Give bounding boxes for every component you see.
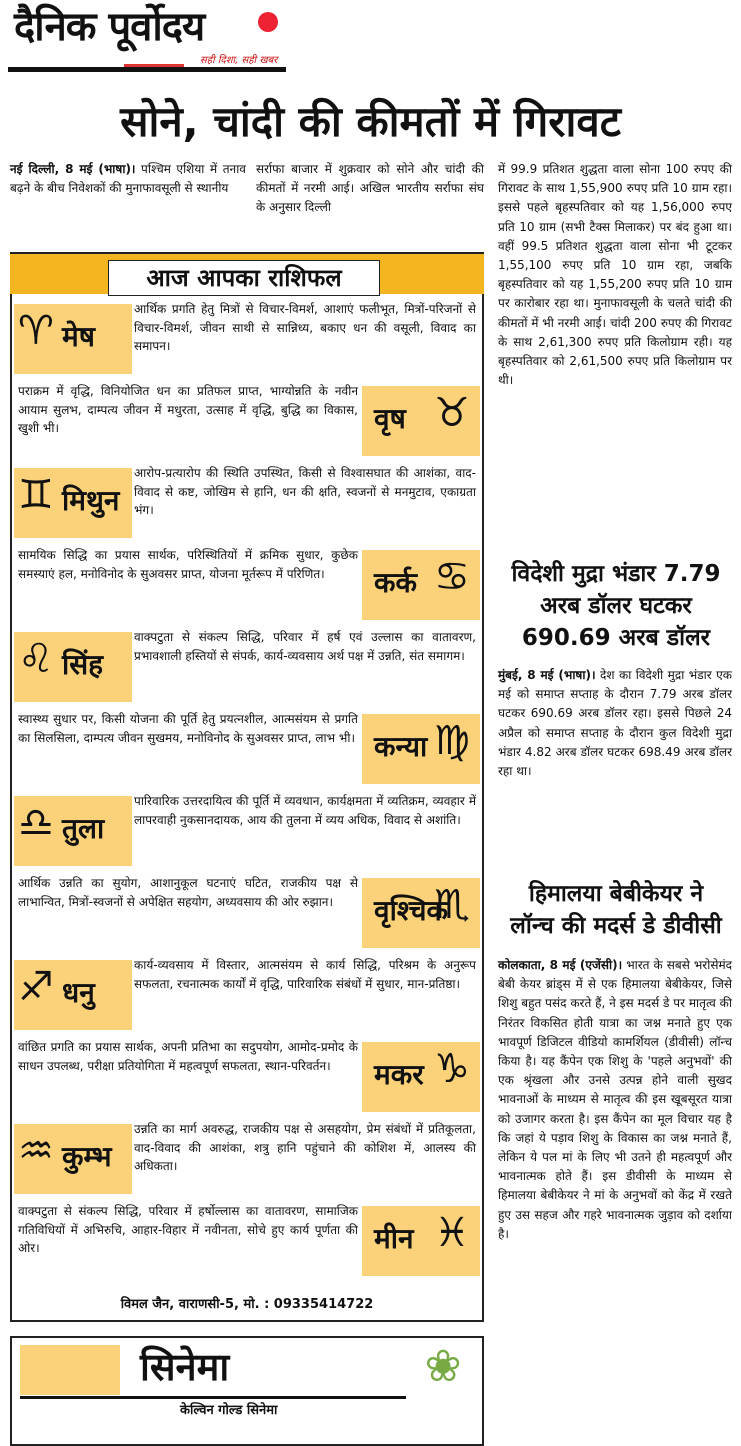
ram-icon: ♈ bbox=[18, 308, 54, 354]
fish-icon: ♓ bbox=[434, 1210, 470, 1256]
rashi-name: धनु bbox=[62, 976, 95, 1009]
rashi-row bbox=[14, 1118, 480, 1199]
rashi-name: तुला bbox=[62, 812, 105, 845]
cinema-accent bbox=[20, 1345, 120, 1395]
forex-headline bbox=[494, 558, 738, 654]
cinema-subtitle: केल्विन गोल्ड सिनेमा bbox=[180, 1403, 278, 1418]
rashi-prediction: सामयिक सिद्धि का प्रयास सार्थक, परिस्थितियों में क्रमिक सुधार, कुछेक समस्याएं हल, मनोविनोद के सुअवसर प्राप्त, योजना मूर्तरूप में परिणित। bbox=[18, 548, 358, 581]
rashi-row bbox=[14, 544, 480, 625]
rashi-name: कन्या bbox=[374, 730, 428, 763]
rashi-name: मकर bbox=[374, 1058, 424, 1091]
rashi-prediction: आरोप-प्रत्यारोप की स्थिति उपस्थित, किसी से विश्वासघात की आशंका, वाद-विवाद से कष्ट, जोखिम से हानि, धन की क्षति, स्वजनों से मनमुटाव, एकाग्रता भंग। bbox=[134, 466, 476, 517]
lion-icon: ♌ bbox=[18, 636, 54, 682]
rashi-name: कर्क bbox=[374, 566, 418, 599]
forex-headline-line2: अरब डॉलर घटकर bbox=[540, 593, 692, 619]
masthead-title: दैनिक पूर्वोदय bbox=[14, 3, 205, 50]
himalaya-dateline: कोलकाता, 8 मई (एजेंसी)। bbox=[498, 958, 623, 972]
rashi-row bbox=[14, 1200, 480, 1281]
gold-story-col1 bbox=[10, 160, 246, 198]
rashi-prediction: वाक्पटुता से संकल्प सिद्धि, परिवार में हर्ष एवं उल्लास का वातावरण, प्रभावशाली हस्तियों से संपर्क, कार्य-व्यवसाय अर्थ पक्ष में उन्नति, संत समागम। bbox=[134, 630, 476, 663]
rashi-row bbox=[14, 380, 480, 461]
rashi-prediction: वांछित प्रगति का प्रयास सार्थक, अपनी प्रतिभा का सदुपयोग, आमोद-प्रमोद के साधन उपलब्ध, परीक्षा प्रतियोगिता में महत्वपूर्ण सफलता, स्थान-परिवर्तन। bbox=[18, 1040, 358, 1073]
twins-icon: ♊ bbox=[18, 472, 54, 518]
rashi-row bbox=[14, 872, 480, 953]
archer-icon: ♐ bbox=[18, 964, 54, 1010]
rashi-prediction: वाक्पटुता से संकल्प सिद्धि, परिवार में हर्षोल्लास का वातावरण, सामाजिक गतिविधियों में अभिरुचि, आहार-विहार में नवीनता, सोचे हुए कार्य पूर्णता की ओर। bbox=[18, 1204, 358, 1255]
rashi-name: मेष bbox=[62, 320, 95, 353]
forex-text: देश का विदेशी मुद्रा भंडार एक मई को समाप्त सप्ताह के दौरान 7.79 अरब डॉलर घटकर 690.69 अरब डॉलर रहा। इससे पिछले 24 अप्रैल को समाप्त सप्ताह के दौरान कुल विदेशी मुद्रा भंडार 4.82 अरब डॉलर घटकर 698.49 अरब डॉलर रहा था। bbox=[498, 668, 732, 779]
rashi-row bbox=[14, 790, 480, 871]
rashi-row bbox=[14, 954, 480, 1035]
rashi-name: वृश्चिक bbox=[374, 894, 449, 927]
rashi-name: कुम्भ bbox=[62, 1140, 112, 1173]
water-bearer-icon: ♒ bbox=[18, 1128, 54, 1174]
gold-story-col3: में 99.9 प्रतिशत शुद्धता वाला सोना 100 रुपए की गिरावट के साथ 1,55,900 रुपए प्रति 10 ग्राम रहा। इससे पहले बृहस्पतिवार को यह 1,56,000 रुपए प्रति 10 ग्राम (सभी टैक्स मिलाकर) पर बंद हुआ था। वहीं 99.5 प्रतिशत शुद्धता वाला सोना भी टूटकर 1,55,100 रुपए प्रति 10 ग्राम रहा, जबकि बृहस्पतिवार को यह 1,55,200 रुपए प्रति 10 ग्राम पर कारोबार रहा था। मुनाफावसूली के चलते चांदी की कीमतों में भी नरमी आई। चांदी 200 रुपए की गिरावट के साथ 2,61,300 रुपए प्रति किलोग्राम रही। यह बृहस्पतिवार को 2,61,500 रुपए प्रति किलोग्राम पर थी। bbox=[498, 162, 732, 388]
himalaya-body bbox=[498, 956, 732, 1244]
goat-icon: ♑ bbox=[434, 1046, 470, 1092]
rashi-prediction: आर्थिक प्रगति हेतु मित्रों से विचार-विमर्श, आशाएं फलीभूत, मित्रों-परिजनों से विचार-विमर्श, जीवन साथी से सान्निध्य, बकाए धन की वसूली, विवाद का समापन। bbox=[134, 302, 476, 353]
bull-icon: ♉ bbox=[434, 390, 470, 436]
rashi-name: मीन bbox=[374, 1222, 414, 1255]
himalaya-headline bbox=[494, 878, 738, 942]
crab-icon: ♋ bbox=[434, 554, 470, 600]
gold-col1-text: पश्चिम एशिया में तनाव बढ़ने के बीच निवेशकों की मुनाफावसूली से स्थानीय bbox=[10, 162, 246, 196]
forex-headline-line1: विदेशी मुद्रा भंडार 7.79 bbox=[511, 561, 721, 587]
rashi-prediction: कार्य-व्यवसाय में विस्तार, आत्मसंयम से कार्य सिद्धि, परिश्रम के अनुरूप सफलता, रचनात्मक कार्यों में वृद्धि, पारिवारिक संबंधों में सुधार, मान-प्रतिष्ठा। bbox=[134, 958, 476, 991]
rashi-row bbox=[14, 1036, 480, 1117]
maiden-icon: ♍ bbox=[434, 718, 470, 764]
rashifal-footer: विमल जैन, वाराणसी-5, मो. : 09335414722 bbox=[120, 1297, 374, 1312]
forex-headline-line3: 690.69 अरब डॉलर bbox=[521, 625, 711, 651]
cinema-flower-icon: ❀ bbox=[424, 1341, 462, 1392]
masthead-logo-dot bbox=[258, 12, 278, 32]
masthead-tagline: सही दिशा, सही खबर bbox=[200, 55, 278, 66]
gold-story-col2: सर्राफा बाजार में शुक्रवार को सोने और चांदी की कीमतों में नरमी आई। अखिल भारतीय सर्राफा संघ के अनुसार दिल्ली bbox=[256, 162, 484, 215]
rashi-row bbox=[14, 462, 480, 543]
scorpion-icon: ♏ bbox=[434, 882, 470, 928]
rashi-row bbox=[14, 626, 480, 707]
rashi-row bbox=[14, 298, 480, 379]
rashi-name: सिंह bbox=[62, 648, 104, 681]
forex-body bbox=[498, 666, 732, 781]
rashi-prediction: आर्थिक उन्नति का सुयोग, आशानुकूल घटनाएं घटित, राजकीय पक्ष से लाभान्वित, मित्रों-स्वजनों से अपेक्षित सहयोग, अध्यवसाय की ओर रुझान। bbox=[18, 876, 358, 909]
himalaya-headline-line2: लॉन्च की मदर्स डे डीवीसी bbox=[510, 913, 722, 939]
himalaya-headline-line1: हिमालया बेबीकेयर ने bbox=[528, 881, 704, 907]
scales-icon: ♎ bbox=[18, 800, 54, 846]
rashi-name: वृष bbox=[374, 402, 406, 435]
rashi-prediction: पारिवारिक उत्तरदायित्व की पूर्ति में व्यवधान, कार्यक्षमता में व्यतिक्रम, व्यवहार में लापरवाही नुकसानदायक, आय की तुलना में व्यय अधिक, विवाद से अशांति। bbox=[134, 794, 476, 827]
rashi-prediction: उन्नति का मार्ग अवरुद्ध, राजकीय पक्ष से असहयोग, प्रेम संबंधों में प्रतिकूलता, वाद-विवाद की आशंका, शत्रु हानि पहुंचाने की कोशिश में, आलस्य की अधिकता। bbox=[134, 1122, 476, 1173]
rashi-row bbox=[14, 708, 480, 789]
cinema-title: सिनेमा bbox=[140, 1345, 230, 1389]
forex-dateline: मुंबई, 8 मई (भाषा)। bbox=[498, 668, 596, 682]
main-headline: सोने, चांदी की कीमतों में गिरावट bbox=[120, 97, 621, 146]
rashi-prediction: स्वास्थ्य सुधार पर, किसी योजना की पूर्ति हेतु प्रयत्नशील, आत्मसंयम से प्रगति का सिलसिला, दाम्पत्य जीवन सुखमय, मनोविनोद के सुअवसर प्राप्त, लाभ भी। bbox=[18, 712, 358, 745]
rashifal-title: आज आपका राशिफल bbox=[108, 260, 380, 296]
masthead-rule bbox=[8, 67, 286, 72]
cinema-rule bbox=[20, 1396, 406, 1399]
rashi-prediction: पराक्रम में वृद्धि, विनियोजित धन का प्रतिफल प्राप्त, भाग्योन्नति के नवीन आयाम सुलभ, दाम्पत्य जीवन में मधुरता, उत्साह में वृद्धि, बुद्धि का विकास, खुशी भी। bbox=[18, 384, 358, 435]
rashi-name: मिथुन bbox=[62, 484, 120, 517]
gold-dateline: नई दिल्ली, 8 मई (भाषा)। bbox=[10, 162, 136, 176]
himalaya-text: भारत के सबसे भरोसेमंद बेबी केयर ब्रांड्स में से एक हिमालया बेबीकेयर, जिसे शिशु बहुत पसंद करते हैं, ने इस मदर्स डे पर मातृत्व की निरंतर विकसित होती यात्रा का जश्न मनाते हुए एक भावपूर्ण डिजिटल वीडियो कामर्शियल (डीवीसी) लॉन्च किया है। यह कैंपेन एक शिशु के 'पहले अनुभवों' की एक श्रृंखला और उनसे उत्पन्न होने वाली सुखद भावनाओं के माध्यम से मातृत्व की इस खूबसूरत यात्रा को उजागर करता है। इस कैंपेन का मूल विचार यह है कि जहां ये पड़ाव शिशु के विकास का जश्न मनाते हैं, लेकिन ये पल मां के लिए भी उतने ही महत्वपूर्ण और भावनात्मक होते हैं। इस डीवीसी के माध्यम से हिमालया बेबीकेयर ने मां के अनुभवों को केंद्र में रखते हुए उस सहज और गहरे भावनात्मक जुड़ाव को दर्शाया है। bbox=[498, 958, 732, 1241]
